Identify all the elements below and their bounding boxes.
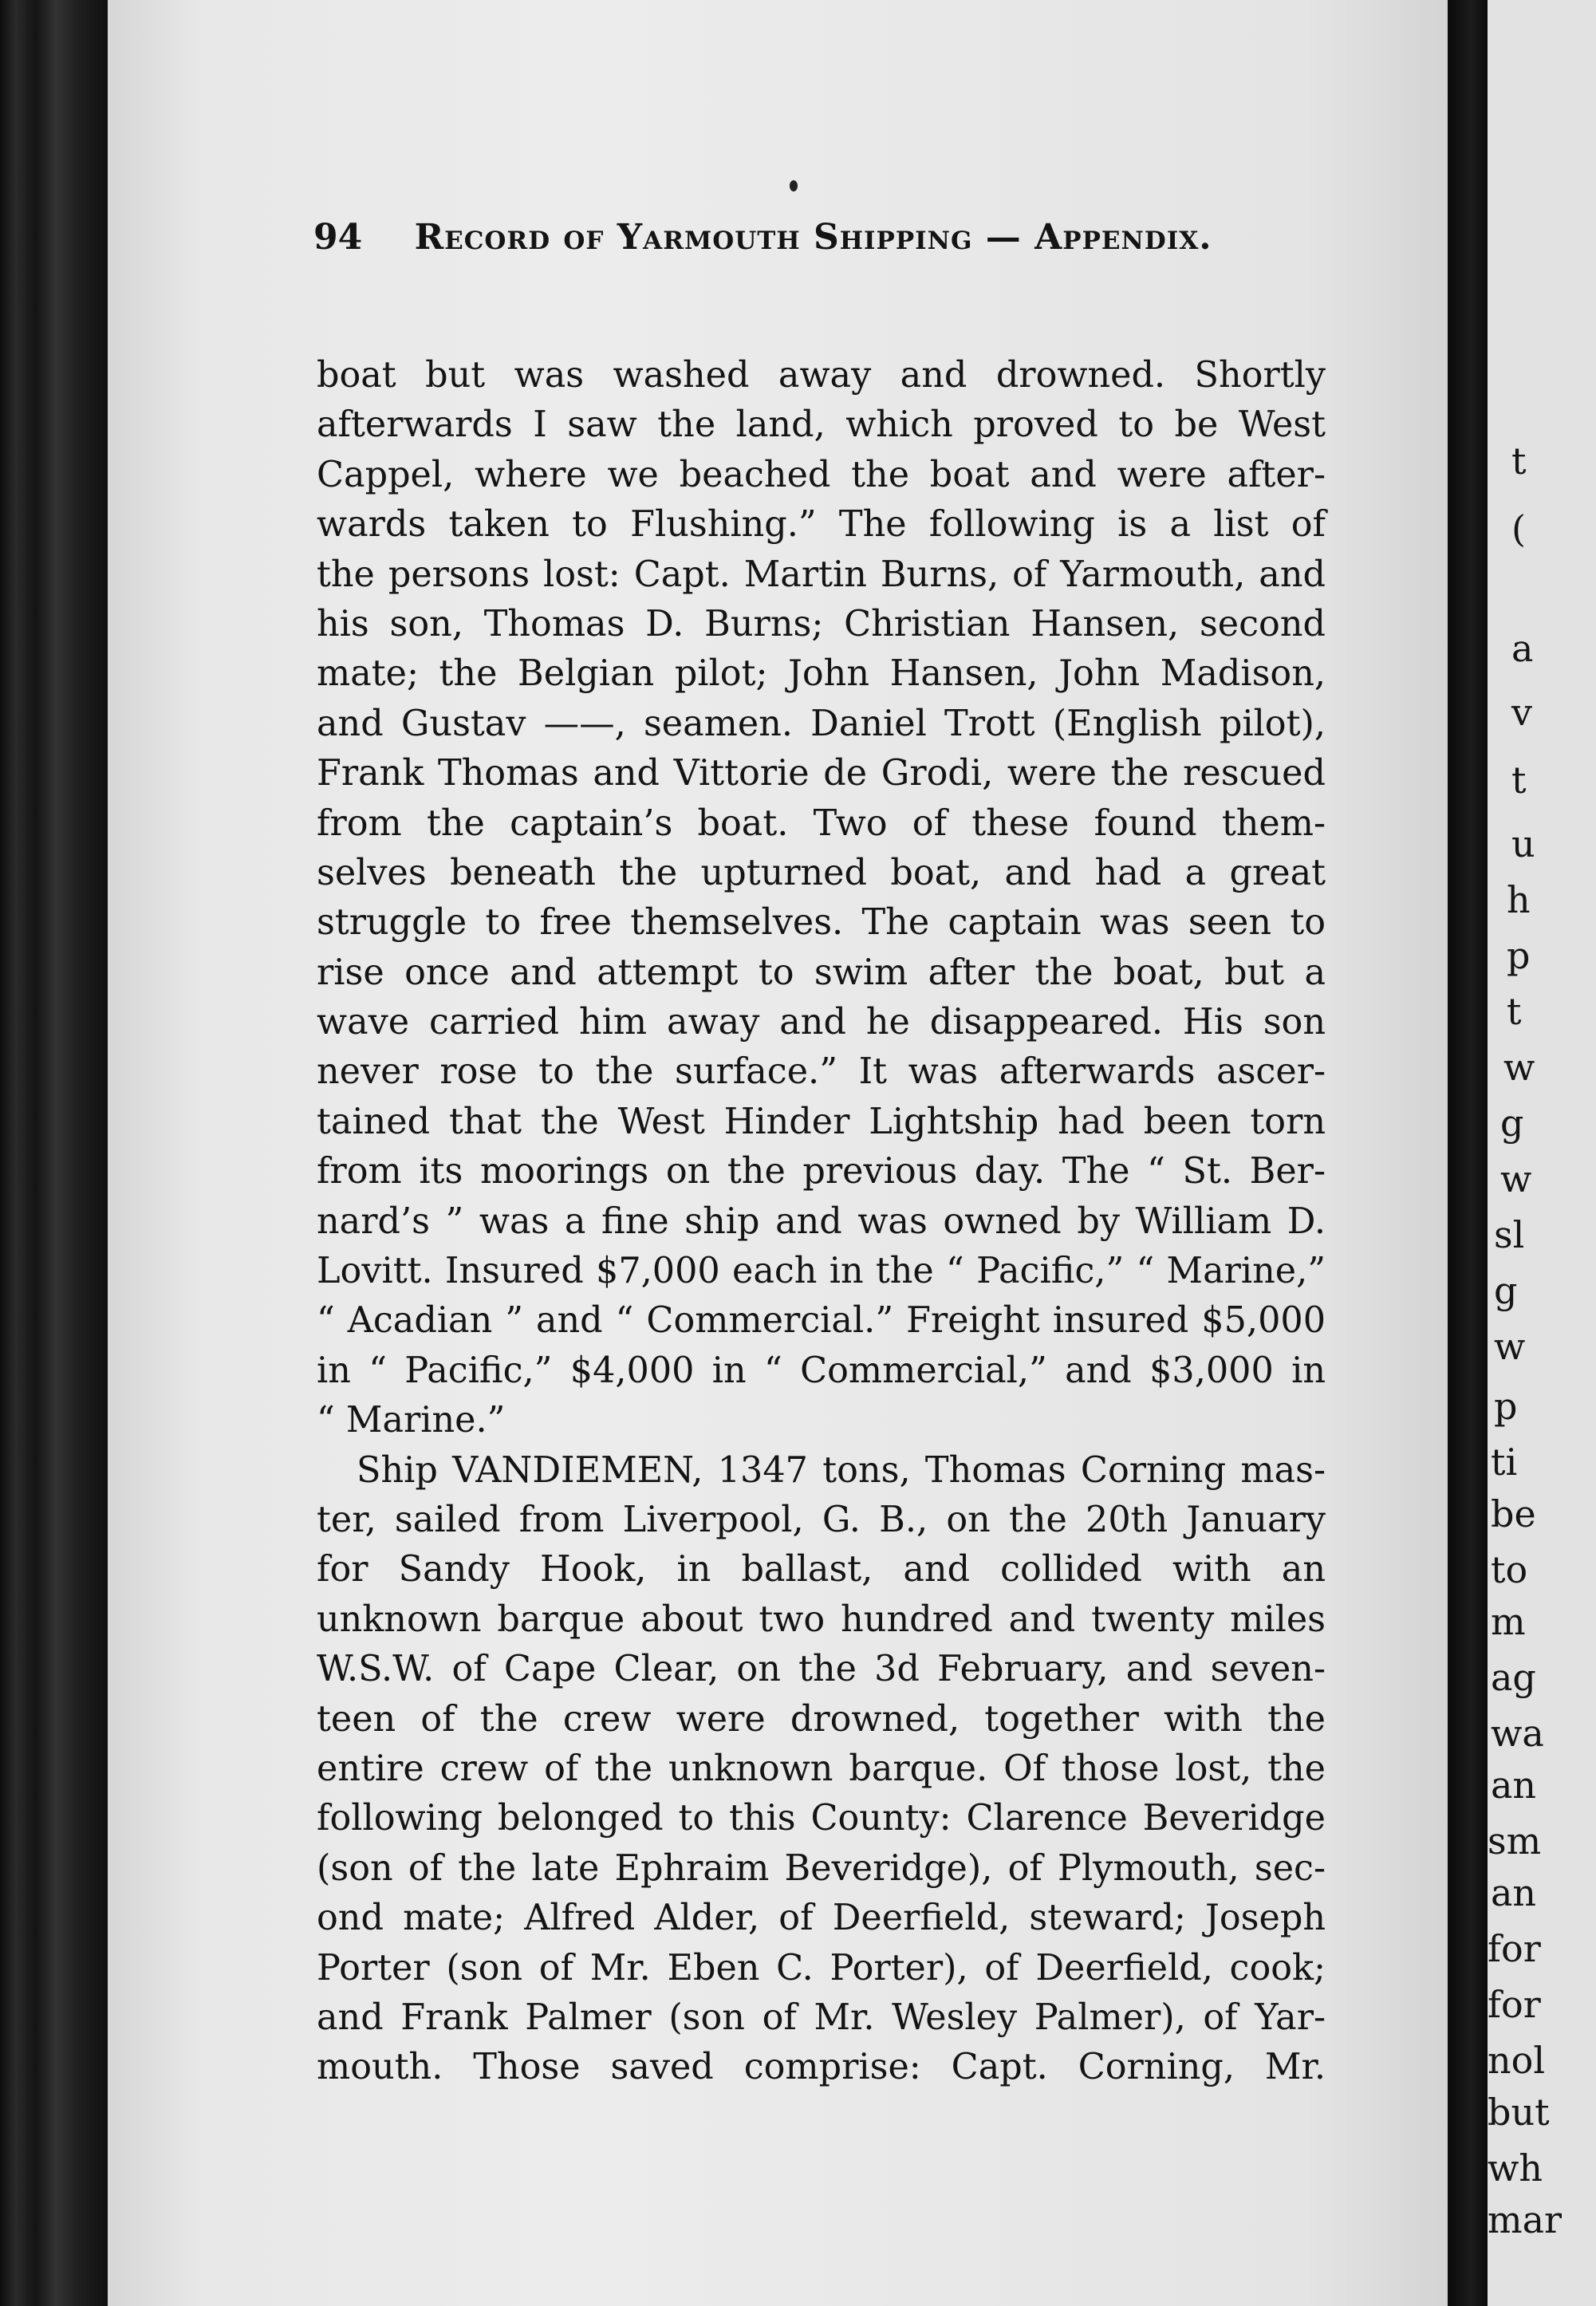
text-line: in “ Pacific,” $4,000 in “ Commercial,” and $3,000 in: [317, 1350, 1326, 1391]
text-line: “ Acadian ” and “ Commercial.” Freight insured $5,000: [317, 1300, 1326, 1342]
adjacent-page-fragment: t: [1511, 759, 1527, 802]
adjacent-page-fragment: g: [1494, 1269, 1518, 1312]
text-line: following belonged to this County: Clarence Beveridge: [317, 1798, 1326, 1839]
adjacent-page-fragment: p: [1494, 1385, 1518, 1428]
text-line: mouth. Those saved comprise: Capt. Corning, Mr.: [317, 2047, 1326, 2088]
text-line: teen of the crew were drowned, together with the: [317, 1698, 1326, 1740]
text-line: mate; the Belgian pilot; John Hansen, John Madison,: [317, 653, 1326, 695]
adjacent-page-fragment: m: [1491, 1600, 1526, 1643]
text-line: wards taken to Flushing.” The following is a list of: [317, 504, 1326, 546]
text-line: never rose to the surface.” It was afterwards ascer-: [317, 1051, 1326, 1093]
book-gutter: [1448, 0, 1488, 2306]
text-line: ter, sailed from Liverpool, G. B., on the 20th January: [317, 1499, 1326, 1540]
text-line: entire crew of the unknown barque. Of those lost, the: [317, 1748, 1326, 1789]
adjacent-page-fragment: be: [1491, 1492, 1536, 1535]
text-line: from the captain’s boat. Two of these found them-: [317, 802, 1326, 844]
ink-speck: [790, 180, 798, 191]
adjacent-page-fragment: wa: [1491, 1712, 1544, 1755]
adjacent-page-fragment: ag: [1491, 1656, 1536, 1699]
adjacent-page-fragment: h: [1507, 878, 1531, 921]
text-line: wave carried him away and he disappeared. His son: [317, 1002, 1326, 1043]
adjacent-page-fragment: an: [1491, 1764, 1537, 1807]
left-binding-edge: [0, 0, 108, 2306]
text-line: nard’s ” was a fine ship and was owned by William D.: [317, 1200, 1326, 1242]
adjacent-page-fragment: nol: [1488, 2039, 1546, 2082]
adjacent-page-fragment: ti: [1491, 1441, 1518, 1484]
adjacent-page-fragment: wh: [1488, 2146, 1543, 2190]
adjacent-page-fragment: sm: [1488, 1819, 1542, 1863]
text-line: selves beneath the upturned boat, and had a great: [317, 852, 1326, 893]
adjacent-page-fragment: w: [1500, 1157, 1532, 1200]
adjacent-page-fragment: u: [1511, 822, 1535, 865]
adjacent-page-fragment: g: [1500, 1102, 1524, 1145]
text-line: boat but was washed away and drowned. Shortly: [317, 355, 1326, 396]
text-line: and Gustav ——, seamen. Daniel Trott (English pilot),: [317, 703, 1326, 744]
adjacent-page-fragment: mar: [1488, 2198, 1563, 2241]
text-line: tained that the West Hinder Lightship had been torn: [317, 1101, 1326, 1142]
adjacent-page-fragment: sl: [1494, 1213, 1525, 1256]
page-body-text: [317, 351, 1326, 2093]
adjacent-page-fragment: an: [1491, 1871, 1537, 1914]
text-line: for Sandy Hook, in ballast, and collided with an: [317, 1549, 1326, 1591]
adjacent-page-fragment: w: [1503, 1046, 1535, 1089]
text-line: from its moorings on the previous day. The “ St. Ber-: [317, 1151, 1326, 1192]
text-line: W.S.W. of Cape Clear, on the 3d February, and seven-: [317, 1649, 1326, 1690]
adjacent-page-fragment: t: [1507, 990, 1522, 1033]
text-line: (son of the late Ephraim Beveridge), of Plymouth, sec-: [317, 1847, 1326, 1889]
adjacent-page-edge: [1488, 0, 1596, 2306]
text-line: “ Marine.”: [317, 1400, 506, 1441]
text-line: rise once and attempt to swim after the boat, but a: [317, 952, 1326, 993]
text-line: Porter (son of Mr. Eben C. Porter), of Deerfield, cook;: [317, 1947, 1326, 1989]
adjacent-page-fragment: to: [1491, 1548, 1528, 1591]
running-header: [313, 214, 1231, 262]
adjacent-page-fragment: t: [1511, 440, 1527, 483]
adjacent-page-fragment: but: [1488, 2091, 1550, 2134]
text-line: Ship VANDIEMEN, 1347 tons, Thomas Corning mas-: [357, 1449, 1326, 1491]
text-line: unknown barque about two hundred and twenty miles: [317, 1598, 1326, 1640]
text-line: ond mate; Alfred Alder, of Deerfield, steward; Joseph: [317, 1898, 1326, 1939]
adjacent-page-fragment: p: [1507, 934, 1531, 977]
adjacent-page-fragment: a: [1511, 627, 1534, 670]
adjacent-page-fragment: v: [1511, 691, 1532, 734]
text-line: his son, Thomas D. Burns; Christian Hansen, second: [317, 603, 1326, 644]
page-number: 94: [313, 217, 363, 258]
adjacent-page-fragment: for: [1488, 1927, 1541, 1970]
text-line: struggle to free themselves. The captain was seen to: [317, 902, 1326, 944]
text-line: Lovitt. Insured $7,000 each in the “ Pacific,” “ Marine,”: [317, 1251, 1326, 1292]
adjacent-page-fragment: for: [1488, 1983, 1541, 2026]
text-line: afterwards I saw the land, which proved to be West: [317, 404, 1326, 446]
running-title: Record of Yarmouth Shipping — Appendix.: [414, 217, 1212, 258]
text-line: Cappel, where we beached the boat and were after-: [317, 454, 1326, 495]
text-line: and Frank Palmer (son of Mr. Wesley Palmer), of Yar-: [317, 1997, 1326, 2038]
adjacent-page-fragment: (: [1511, 507, 1526, 550]
text-line: the persons lost: Capt. Martin Burns, of Yarmouth, and: [317, 554, 1326, 595]
adjacent-page-fragment: w: [1494, 1325, 1526, 1368]
text-line: Frank Thomas and Vittorie de Grodi, were the rescued: [317, 753, 1326, 794]
